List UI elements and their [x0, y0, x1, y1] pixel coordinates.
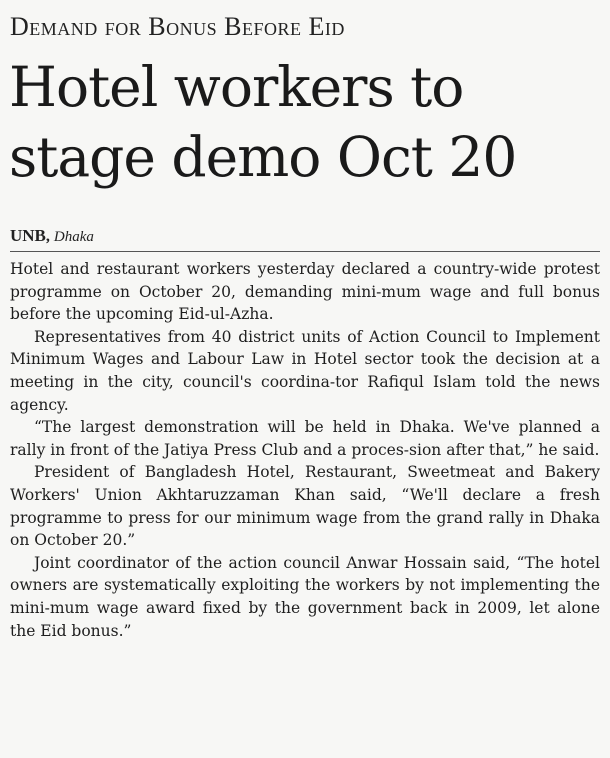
byline-divider — [10, 251, 600, 252]
article-paragraph: Hotel and restaurant workers yesterday declared a country-wide protest programme on October 20, demanding mini-mum wage and full bonus before the upcoming Eid-ul-Azha. — [10, 260, 600, 324]
byline-city: Dhaka — [53, 229, 94, 245]
byline-agency: UNB — [10, 226, 46, 245]
article-headline: Hotel workers to stage demo Oct 20 — [9, 55, 517, 189]
byline-separator: , — [45, 228, 50, 245]
article-body — [10, 258, 600, 642]
article-paragraph: Representatives from 40 district units of Action Council to Implement Minimum Wages and Labour Law in Hotel sector took the decision at a meeting in the city, council's coordina-tor Rafiqul Islam told the news agency. — [10, 327, 600, 414]
byline — [10, 226, 600, 247]
article-paragraph: President of Bangladesh Hotel, Restaurant, Sweetmeat and Bakery Workers' Union Akhtaruzzaman Khan said, “We'll declare a fresh programme to press for our minimum wage from the grand rally in Dhaka on October 20.” — [10, 463, 600, 550]
article-kicker: Demand for Bonus Before Eid — [10, 12, 345, 41]
article-paragraph: Joint coordinator of the action council Anwar Hossain said, “The hotel owners are systematically exploiting the workers by not implementing the mini-mum wage award fixed by the government back in 2009, let alone the Eid bonus.” — [10, 553, 600, 640]
article-paragraph: “The largest demonstration will be held in Dhaka. We've planned a rally in front of the Jatiya Press Club and a proces-sion after that,” he said. — [10, 418, 600, 459]
